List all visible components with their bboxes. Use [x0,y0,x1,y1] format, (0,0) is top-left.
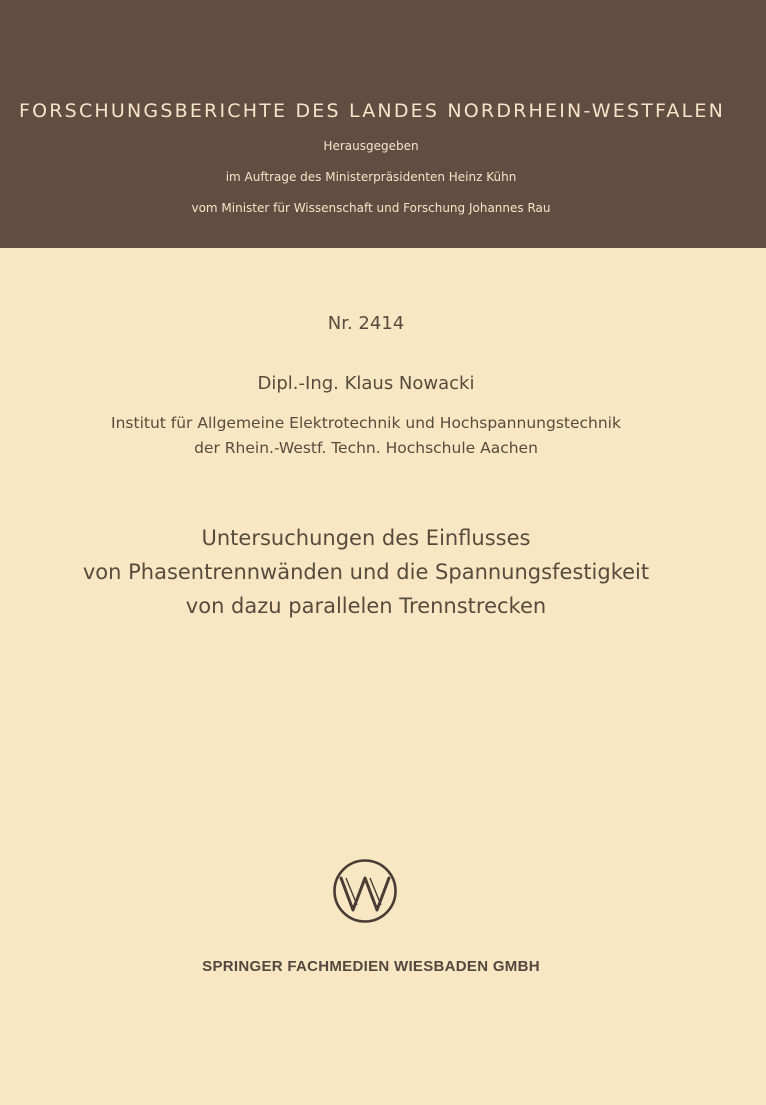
work-title-line-2: von Phasentrennwänden und die Spannungsfestigkeit [82,560,650,584]
institute-line-1: Institut für Allgemeine Elektrotechnik und Hochspannungstechnik [111,414,621,432]
springer-w-logo-icon [332,858,398,924]
report-number: Nr. 2414 [327,313,405,334]
author-name: Dipl.-Ing. Klaus Nowacki [257,373,475,394]
commission-line: im Auftrage des Ministerpräsidenten Heinz Kühn [225,170,517,184]
series-header-band [0,0,766,248]
work-title-line-3: von dazu parallelen Trennstrecken [185,594,547,618]
institute-line-2: der Rhein.-Westf. Techn. Hochschule Aachen [194,439,538,457]
series-title: FORSCHUNGSBERICHTE DES LANDES NORDRHEIN-WESTFALEN [19,100,725,122]
published-by-text: Herausgegeben [323,139,419,153]
work-title-line-1: Untersuchungen des Einflusses [201,526,531,550]
minister-line: vom Minister für Wissenschaft und Forschung Johannes Rau [191,201,551,215]
publisher-name: SPRINGER FACHMEDIEN WIESBADEN GMBH [202,958,540,975]
